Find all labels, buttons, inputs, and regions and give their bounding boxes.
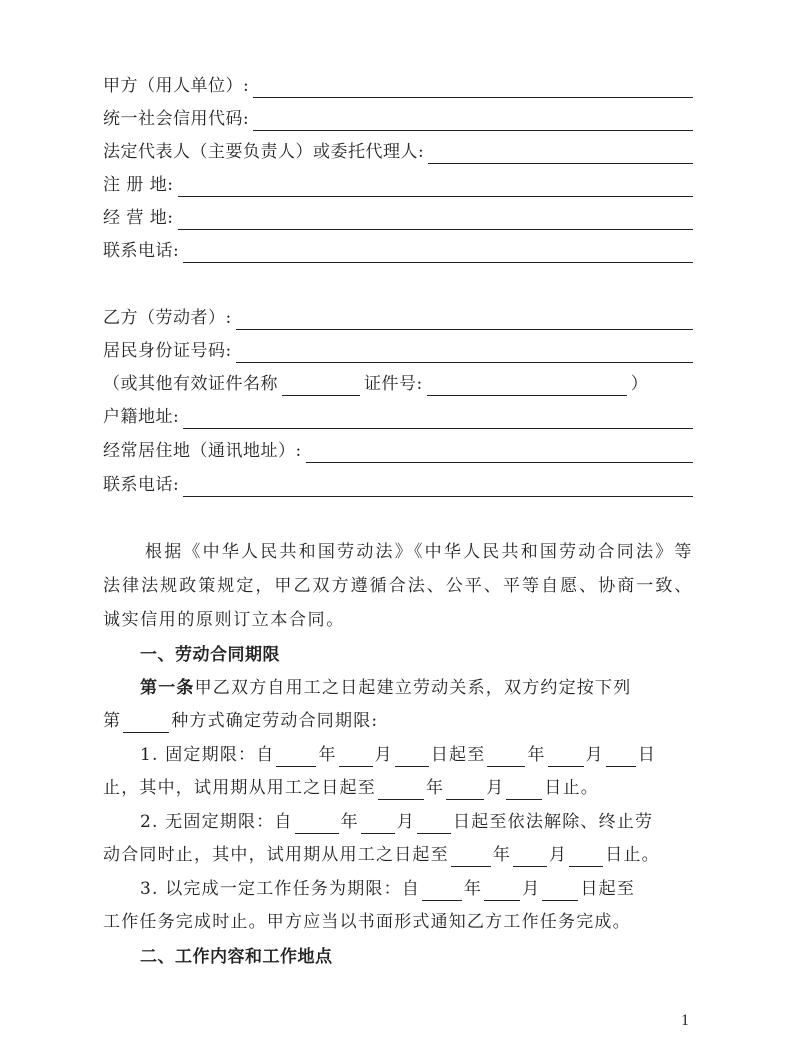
party-b-name-field[interactable] (236, 311, 693, 330)
party-b-phone-row (103, 471, 693, 497)
option1-end-year[interactable] (487, 748, 525, 767)
option1-start-month[interactable] (339, 748, 373, 767)
party-b-residence-label: 经常居住地（通讯地址）: (103, 441, 302, 461)
month-text: 月 (374, 745, 393, 765)
party-a-representative-row (103, 138, 693, 164)
section2-heading: 二、工作内容和工作地点 (140, 947, 333, 967)
party-b-id-field[interactable] (236, 344, 693, 363)
option1-line1 (140, 737, 693, 767)
party-a-registered-row (103, 171, 693, 197)
party-b-other-id-number-field[interactable] (427, 377, 627, 396)
party-a-credit-code-row (103, 105, 693, 131)
article1-line1 (140, 670, 693, 700)
party-b-other-id-row (103, 370, 693, 396)
option1-start-day[interactable] (395, 748, 429, 767)
party-b-other-id-open: （或其他有效证件名称 (103, 374, 278, 394)
month-text: 月 (522, 879, 541, 899)
option1-end-day[interactable] (606, 748, 636, 767)
party-a-business-label: 经 营 地: (103, 208, 174, 228)
option2-probation-day[interactable] (569, 848, 603, 867)
party-a-phone-label: 联系电话: (103, 241, 180, 261)
option3-line2-text: 工作任务完成时止。甲方应当以书面形式通知乙方工作任务完成。 (103, 912, 631, 932)
option1-probation-text: 止，其中，试用期从用工之日起至 (103, 778, 376, 798)
party-b-other-id-close: ） (630, 374, 649, 394)
option1-start-year[interactable] (276, 748, 316, 767)
option3-label: 3. 以完成一定工作任务为期限：自 (140, 879, 421, 899)
party-b-other-id-name-field[interactable] (282, 377, 360, 396)
option2-start-month[interactable] (361, 815, 395, 834)
page-number: 1 (681, 1012, 689, 1029)
month-text: 月 (585, 745, 604, 765)
party-b-phone-field[interactable] (183, 478, 693, 497)
party-b-name-label: 乙方（劳动者）: (103, 308, 232, 328)
party-a-representative-field[interactable] (428, 145, 693, 164)
option2-label: 2. 无固定期限：自 (140, 812, 293, 832)
party-a-business-row (103, 204, 693, 230)
party-b-household-field[interactable] (183, 410, 693, 429)
option1-probation-month[interactable] (446, 781, 484, 800)
option1-probation-day[interactable] (506, 781, 542, 800)
option3-tail-text: 日起至 (580, 879, 636, 899)
party-a-registered-label: 注 册 地: (103, 175, 174, 195)
option2-probation-month[interactable] (513, 848, 547, 867)
party-a-name-label: 甲方（用人单位）: (103, 76, 250, 96)
article1-option-field[interactable] (123, 714, 169, 733)
option3-line2 (103, 904, 693, 934)
party-b-phone-label: 联系电话: (103, 475, 180, 495)
party-b-id-label: 居民身份证号码: (103, 341, 232, 361)
section1-heading: 一、劳动合同期限 (140, 645, 280, 665)
party-a-name-field[interactable] (253, 79, 693, 98)
party-a-representative-label: 法定代表人（主要负责人）或委托代理人: (103, 142, 425, 162)
day-end-text: 日止。 (544, 778, 600, 798)
option3-start-day[interactable] (542, 882, 578, 901)
option2-line2 (103, 837, 693, 867)
option1-end-month[interactable] (548, 748, 584, 767)
month-text: 月 (486, 778, 505, 798)
day-from-to-text: 日起至 (430, 745, 486, 765)
year-text: 年 (318, 745, 337, 765)
party-b-residence-row (103, 437, 693, 463)
party-a-business-field[interactable] (178, 211, 693, 230)
party-b-other-id-number-label: 证件号: (364, 374, 423, 394)
year-text: 年 (492, 845, 512, 865)
party-b-id-row (103, 337, 693, 363)
party-b-name-row (103, 304, 693, 330)
party-a-registered-field[interactable] (178, 178, 693, 197)
option2-start-day[interactable] (417, 815, 451, 834)
year-text: 年 (340, 812, 359, 832)
article1-line2 (103, 703, 693, 733)
option2-start-year[interactable] (295, 815, 339, 834)
party-a-credit-code-field[interactable] (253, 112, 693, 131)
option2-probation-text: 动合同时止，其中，试用期从用工之日起至 (103, 845, 449, 865)
option3-start-year[interactable] (422, 882, 462, 901)
day-end-text: 日止。 (605, 845, 660, 865)
party-a-name-row (103, 72, 693, 98)
article1-text: 甲乙双方自用工之日起建立劳动关系，双方约定按下列 (194, 678, 632, 698)
option1-label: 1. 固定期限：自 (140, 745, 275, 765)
option1-probation-year[interactable] (378, 781, 424, 800)
month-text: 月 (396, 812, 416, 832)
party-a-phone-field[interactable] (183, 244, 693, 263)
party-b-household-label: 户籍地址: (103, 407, 180, 427)
party-b-household-row (103, 403, 693, 429)
option3-line1 (140, 871, 693, 901)
party-a-phone-row (103, 237, 693, 263)
year-text: 年 (426, 778, 445, 798)
article1-ordinal-prefix: 第 (103, 711, 122, 731)
option2-probation-year[interactable] (451, 848, 491, 867)
article1-title: 第一条 (140, 678, 195, 698)
month-text: 月 (549, 845, 568, 865)
intro-paragraph: 根据《中华人民共和国劳动法》《中华人民共和国劳动合同法》等法律法规政策规定，甲乙双方遵循合法、公平、平等自愿、协商一致、诚实信用的原则订立本合同。 (103, 542, 693, 630)
option3-start-month[interactable] (484, 882, 520, 901)
option2-tail-text: 日起至依法解除、终止劳 (453, 812, 654, 832)
option2-line1 (140, 804, 693, 834)
option1-line2 (103, 770, 693, 800)
day-text: 日 (637, 745, 657, 765)
year-text: 年 (527, 745, 546, 765)
party-b-residence-field[interactable] (306, 444, 693, 463)
year-text: 年 (464, 879, 483, 899)
article1-ordinal-suffix: 种方式确定劳动合同期限: (171, 711, 379, 731)
party-a-credit-code-label: 统一社会信用代码: (103, 109, 250, 129)
